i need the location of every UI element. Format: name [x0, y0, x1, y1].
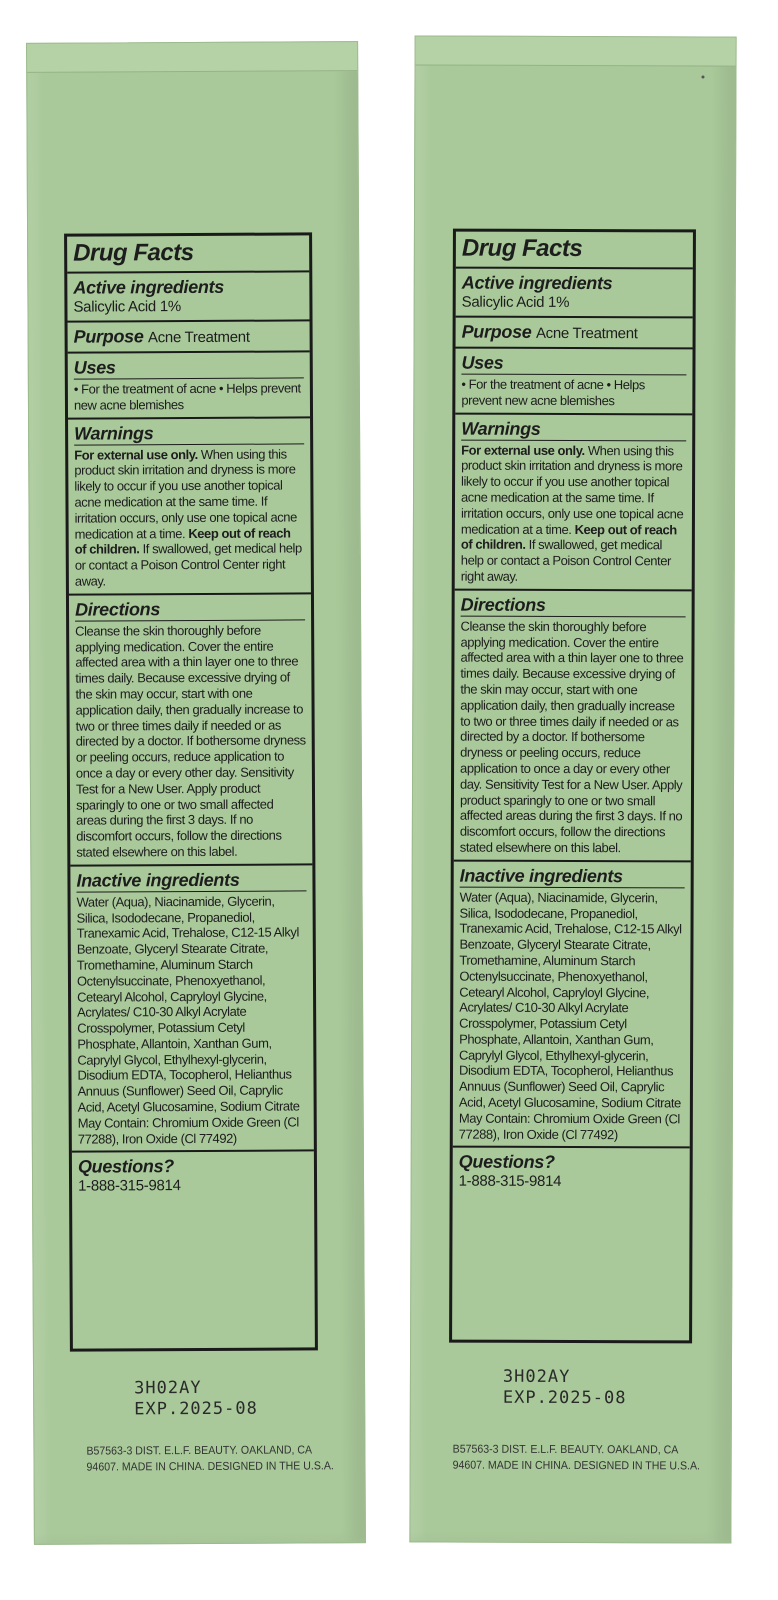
- uses-heading: Uses: [74, 355, 304, 379]
- inactive-ingredients-heading: Inactive ingredients: [76, 868, 306, 892]
- distributor-line-2: 94607. MADE IN CHINA. DESIGNED IN THE U.S.A.: [452, 1459, 700, 1473]
- drug-facts-panel: [449, 229, 696, 1344]
- active-ingredients-section: [456, 269, 693, 319]
- lot-code: 3H02AY: [502, 1366, 571, 1387]
- uses-section: [455, 349, 692, 415]
- warnings-body-1: When using this product skin irritation and dryness is more likely to occur if you use another topical acne medication at the same time. If irritation occurs, only use one topical acne medication at a time.: [74, 446, 297, 542]
- questions-section: [453, 1148, 690, 1195]
- active-ingredients-heading: Active ingredients: [461, 272, 613, 294]
- questions-phone: 1-888-315-9814: [78, 1177, 181, 1196]
- purpose-text: Acne Treatment: [147, 328, 250, 347]
- active-ingredients-text: Salicylic Acid 1%: [73, 298, 181, 316]
- uses-text: • For the treatment of acne • Helps prevent new acne blemishes: [461, 376, 645, 408]
- distributor-info: [453, 1442, 700, 1475]
- uses-section: [68, 352, 310, 419]
- active-ingredients-text: Salicylic Acid 1%: [461, 293, 570, 311]
- drug-facts-title: Drug Facts: [461, 234, 583, 263]
- purpose-text: Acne Treatment: [535, 324, 638, 343]
- warnings-bold-external: For external use only.: [74, 446, 198, 463]
- uses-heading: Uses: [461, 352, 686, 376]
- warnings-body-2: If swallowed, get medical help or contact a Poison Control Center right away.: [74, 540, 302, 589]
- product-box-right: [409, 35, 736, 1543]
- questions-section: [72, 1152, 314, 1199]
- drug-facts-title-section: [67, 235, 309, 273]
- questions-phone: 1-888-315-9814: [458, 1173, 562, 1191]
- warnings-heading: Warnings: [74, 421, 304, 445]
- expiry-date: EXP.2025-08: [502, 1387, 627, 1409]
- lot-code: 3H02AY: [134, 1377, 202, 1399]
- warnings-text: [74, 446, 305, 589]
- distributor-line-1: B57563-3 DIST. E.L.F. BEAUTY. OAKLAND, CA: [86, 1444, 313, 1458]
- questions-heading: Questions?: [77, 1156, 175, 1178]
- warnings-heading: Warnings: [461, 417, 686, 441]
- warnings-section: [68, 418, 311, 595]
- purpose-section: [456, 318, 693, 350]
- lot-stamp: [134, 1378, 258, 1421]
- active-ingredients-section: [67, 272, 309, 322]
- inactive-ingredients-section: [453, 861, 691, 1149]
- directions-heading: Directions: [461, 593, 686, 617]
- drug-facts-title: Drug Facts: [73, 239, 194, 267]
- distributor-line-2: 94607. MADE IN CHINA. DESIGNED IN THE U.S.A.: [86, 1460, 334, 1474]
- directions-text: Cleanse the skin thoroughly before applying medication. Cover the entire affected area with a thin layer one to three times daily. Because excessive drying of the skin may occur, start with one application daily, then gradually increase to two or three times daily if needed or as directed by a doctor. If bothersome dryness or peeling occurs, reduce application to once a day or every other day. Sensitivity Test for a New User. Apply product sparingly to one or two small affected areas during the first 3 days. If no discomfort occurs, follow the directions stated elsewhere on this label.: [75, 622, 306, 860]
- lot-stamp: [503, 1367, 627, 1409]
- drug-facts-panel: [64, 232, 318, 1351]
- directions-section: [69, 594, 312, 866]
- directions-text: Cleanse the skin thoroughly before applying medication. Cover the entire affected area with a thin layer one to three times daily. Because excessive drying of the skin may occur, start with one application daily, then gradually increase to two or three times daily if needed or as directed by a doctor. If bothersome dryness or peeling occurs, reduce application to once a day or every other day. Sensitivity Test for a New User. Apply product sparingly to one or two small affected areas during the first 3 days. If no discomfort occurs, follow the directions stated elsewhere on this label.: [459, 618, 684, 856]
- inactive-ingredients-text: Water (Aqua), Niacinamide, Glycerin, Silica, Isododecane, Propanediol, Tranexamic Acid, Trehalose, C12-15 Alkyl Benzoate, Glyceryl Stearate Citrate, Tromethamine, Aluminum Starch Octenylsuccinate, Phenoxyethanol, Cetearyl Alcohol, Capryloyl Glycine, Acrylates/ C10-30 Alkyl Acrylate Crosspolymer, Potassium Cetyl Phosphate, Allantoin, Xanthan Gum, Caprylyl Glycol, Ethylhexyl-glycerin, Disodium EDTA, Tocopherol, Helianthus Annuus (Sunflower) Seed Oil, Caprylic Acid, Acetyl Glucosamine, Sodium Citrate May Contain: Chromium Oxide Green (Cl 77288), Iron Oxide (Cl 77492): [76, 893, 300, 1147]
- distributor-info: [86, 1442, 334, 1475]
- purpose-heading: Purpose: [461, 321, 532, 342]
- warnings-bold-children: Keep out of reach of children.: [460, 521, 677, 553]
- purpose-heading: Purpose: [73, 326, 144, 347]
- warnings-bold-external: For external use only.: [461, 442, 585, 458]
- product-box-left: [26, 41, 366, 1545]
- warnings-bold-children: Keep out of reach of children.: [74, 525, 291, 558]
- expiry-date: EXP.2025-08: [134, 1398, 258, 1420]
- warnings-section: [455, 414, 693, 591]
- inactive-ingredients-text: Water (Aqua), Niacinamide, Glycerin, Silica, Isododecane, Propanediol, Tranexamic Acid, Trehalose, C12-15 Alkyl Benzoate, Glyceryl Stearate Citrate, Tromethamine, Aluminum Starch Octenylsuccinate, Phenoxyethanol, Cetearyl Alcohol, Capryloyl Glycine, Acrylates/ C10-30 Alkyl Acrylate Crosspolymer, Potassium Cetyl Phosphate, Allantoin, Xanthan Gum, Caprylyl Glycol, Ethylhexyl-glycerin, Disodium EDTA, Tocopherol, Helianthus Annuus (Sunflower) Seed Oil, Caprylic Acid, Acetyl Glucosamine, Sodium Citrate May Contain: Chromium Oxide Green (Cl 77288), Iron Oxide (Cl 77492): [458, 889, 682, 1142]
- inactive-ingredients-heading: Inactive ingredients: [460, 864, 685, 888]
- warnings-body-1: When using this product skin irritation and dryness is more likely to occur if you use another topical acne medication at the same time. If irritation occurs, only use one topical acne medication at a time.: [460, 442, 684, 537]
- questions-heading: Questions?: [458, 1152, 555, 1173]
- warnings-text: [461, 442, 686, 585]
- distributor-line-1: B57563-3 DIST. E.L.F. BEAUTY. OAKLAND, CA: [452, 1443, 679, 1457]
- surface-speck: [701, 75, 704, 78]
- box-top-flap: [416, 36, 736, 66]
- warnings-body-2: If swallowed, get medical help or contact a Poison Control Center right away.: [460, 537, 671, 584]
- box-top-flap: [27, 42, 357, 73]
- drug-facts-title-section: [456, 232, 693, 270]
- directions-heading: Directions: [75, 597, 305, 621]
- inactive-ingredients-section: [70, 865, 313, 1153]
- uses-text: • For the treatment of acne • Helps prevent new acne blemishes: [73, 380, 301, 413]
- active-ingredients-heading: Active ingredients: [73, 276, 225, 298]
- directions-section: [454, 590, 692, 862]
- purpose-section: [68, 321, 310, 353]
